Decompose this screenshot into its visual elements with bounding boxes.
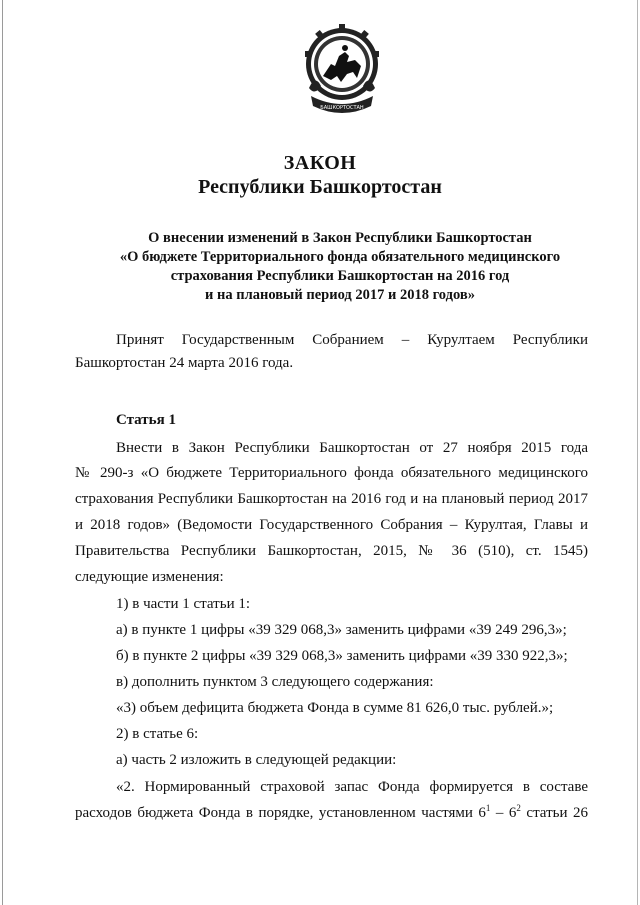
subject-line-2: «О бюджете Территориального фонда обязательного медицинского — [119, 249, 561, 265]
document-type-title: ЗАКОН — [283, 152, 357, 174]
quoted-text-tail: статьи 26 — [520, 805, 588, 821]
subject-line-1: О внесении изменений в Закон Республики Башкортостан — [148, 230, 532, 246]
adoption-line-2: Башкортостан 24 марта 2016 года. — [75, 355, 294, 371]
superscript: 2 — [516, 803, 521, 813]
amendment-item: в) дополнить пунктом 3 следующего содержания: — [116, 674, 434, 690]
article-intro-line: № 290-з «О бюджете Территориального фонда обязательного медицинского — [75, 465, 588, 481]
amendment-item: 1) в части 1 статьи 1: — [116, 596, 251, 612]
amendment-item: а) часть 2 изложить в следующей редакции: — [116, 752, 397, 768]
subject-line-3: страхования Республики Башкортостан на 2016 год — [170, 268, 510, 284]
subject-line-4: и на плановый период 2017 и 2018 годов» — [205, 287, 475, 303]
quoted-text-line-2 — [75, 805, 588, 822]
article-intro-line: и 2018 годов» (Ведомости Государственного Собрания – Курултая, Главы и — [75, 517, 588, 533]
article-intro-line: страхования Республики Башкортостан на 2016 год и на плановый период 2017 — [75, 491, 588, 507]
scan-edge-right — [637, 0, 638, 905]
issuer-title: Республики Башкортостан — [198, 176, 442, 198]
emblem-ribbon-text: БАШКОРТОСТАН — [320, 105, 364, 111]
article-heading: Статья 1 — [116, 412, 176, 428]
amendment-item: б) в пункте 2 цифры «39 329 068,3» заменить цифрами «39 330 922,3»; — [116, 648, 568, 664]
coat-of-arms-emblem — [301, 16, 383, 122]
amendment-item: «3) объем дефицита бюджета Фонда в сумме 81 626,0 тыс. рублей.»; — [116, 700, 554, 716]
scan-edge-left — [2, 0, 3, 905]
law-subject-heading — [90, 229, 590, 305]
superscript: 1 — [485, 803, 491, 813]
amendment-item: 2) в статье 6: — [116, 726, 199, 742]
quoted-text-body: расходов бюджета Фонда в порядке, установленном частями 6 — [75, 805, 486, 821]
quoted-text-dash: – 6 — [490, 805, 517, 821]
article-intro-line: Правительства Республики Башкортостан, 2015, № 36 (510), ст. 1545) — [75, 543, 588, 559]
amendment-item: а) в пункте 1 цифры «39 329 068,3» заменить цифрами «39 249 296,3»; — [116, 622, 567, 638]
article-intro-line: следующие изменения: — [75, 569, 224, 585]
quoted-text-line-1: «2. Нормированный страховой запас Фонда формируется в составе — [116, 779, 588, 795]
article-intro-line: Внести в Закон Республики Башкортостан от 27 ноября 2015 года — [116, 440, 588, 456]
adoption-line-1: Принят Государственным Собранием – Курултаем Республики — [116, 332, 588, 348]
